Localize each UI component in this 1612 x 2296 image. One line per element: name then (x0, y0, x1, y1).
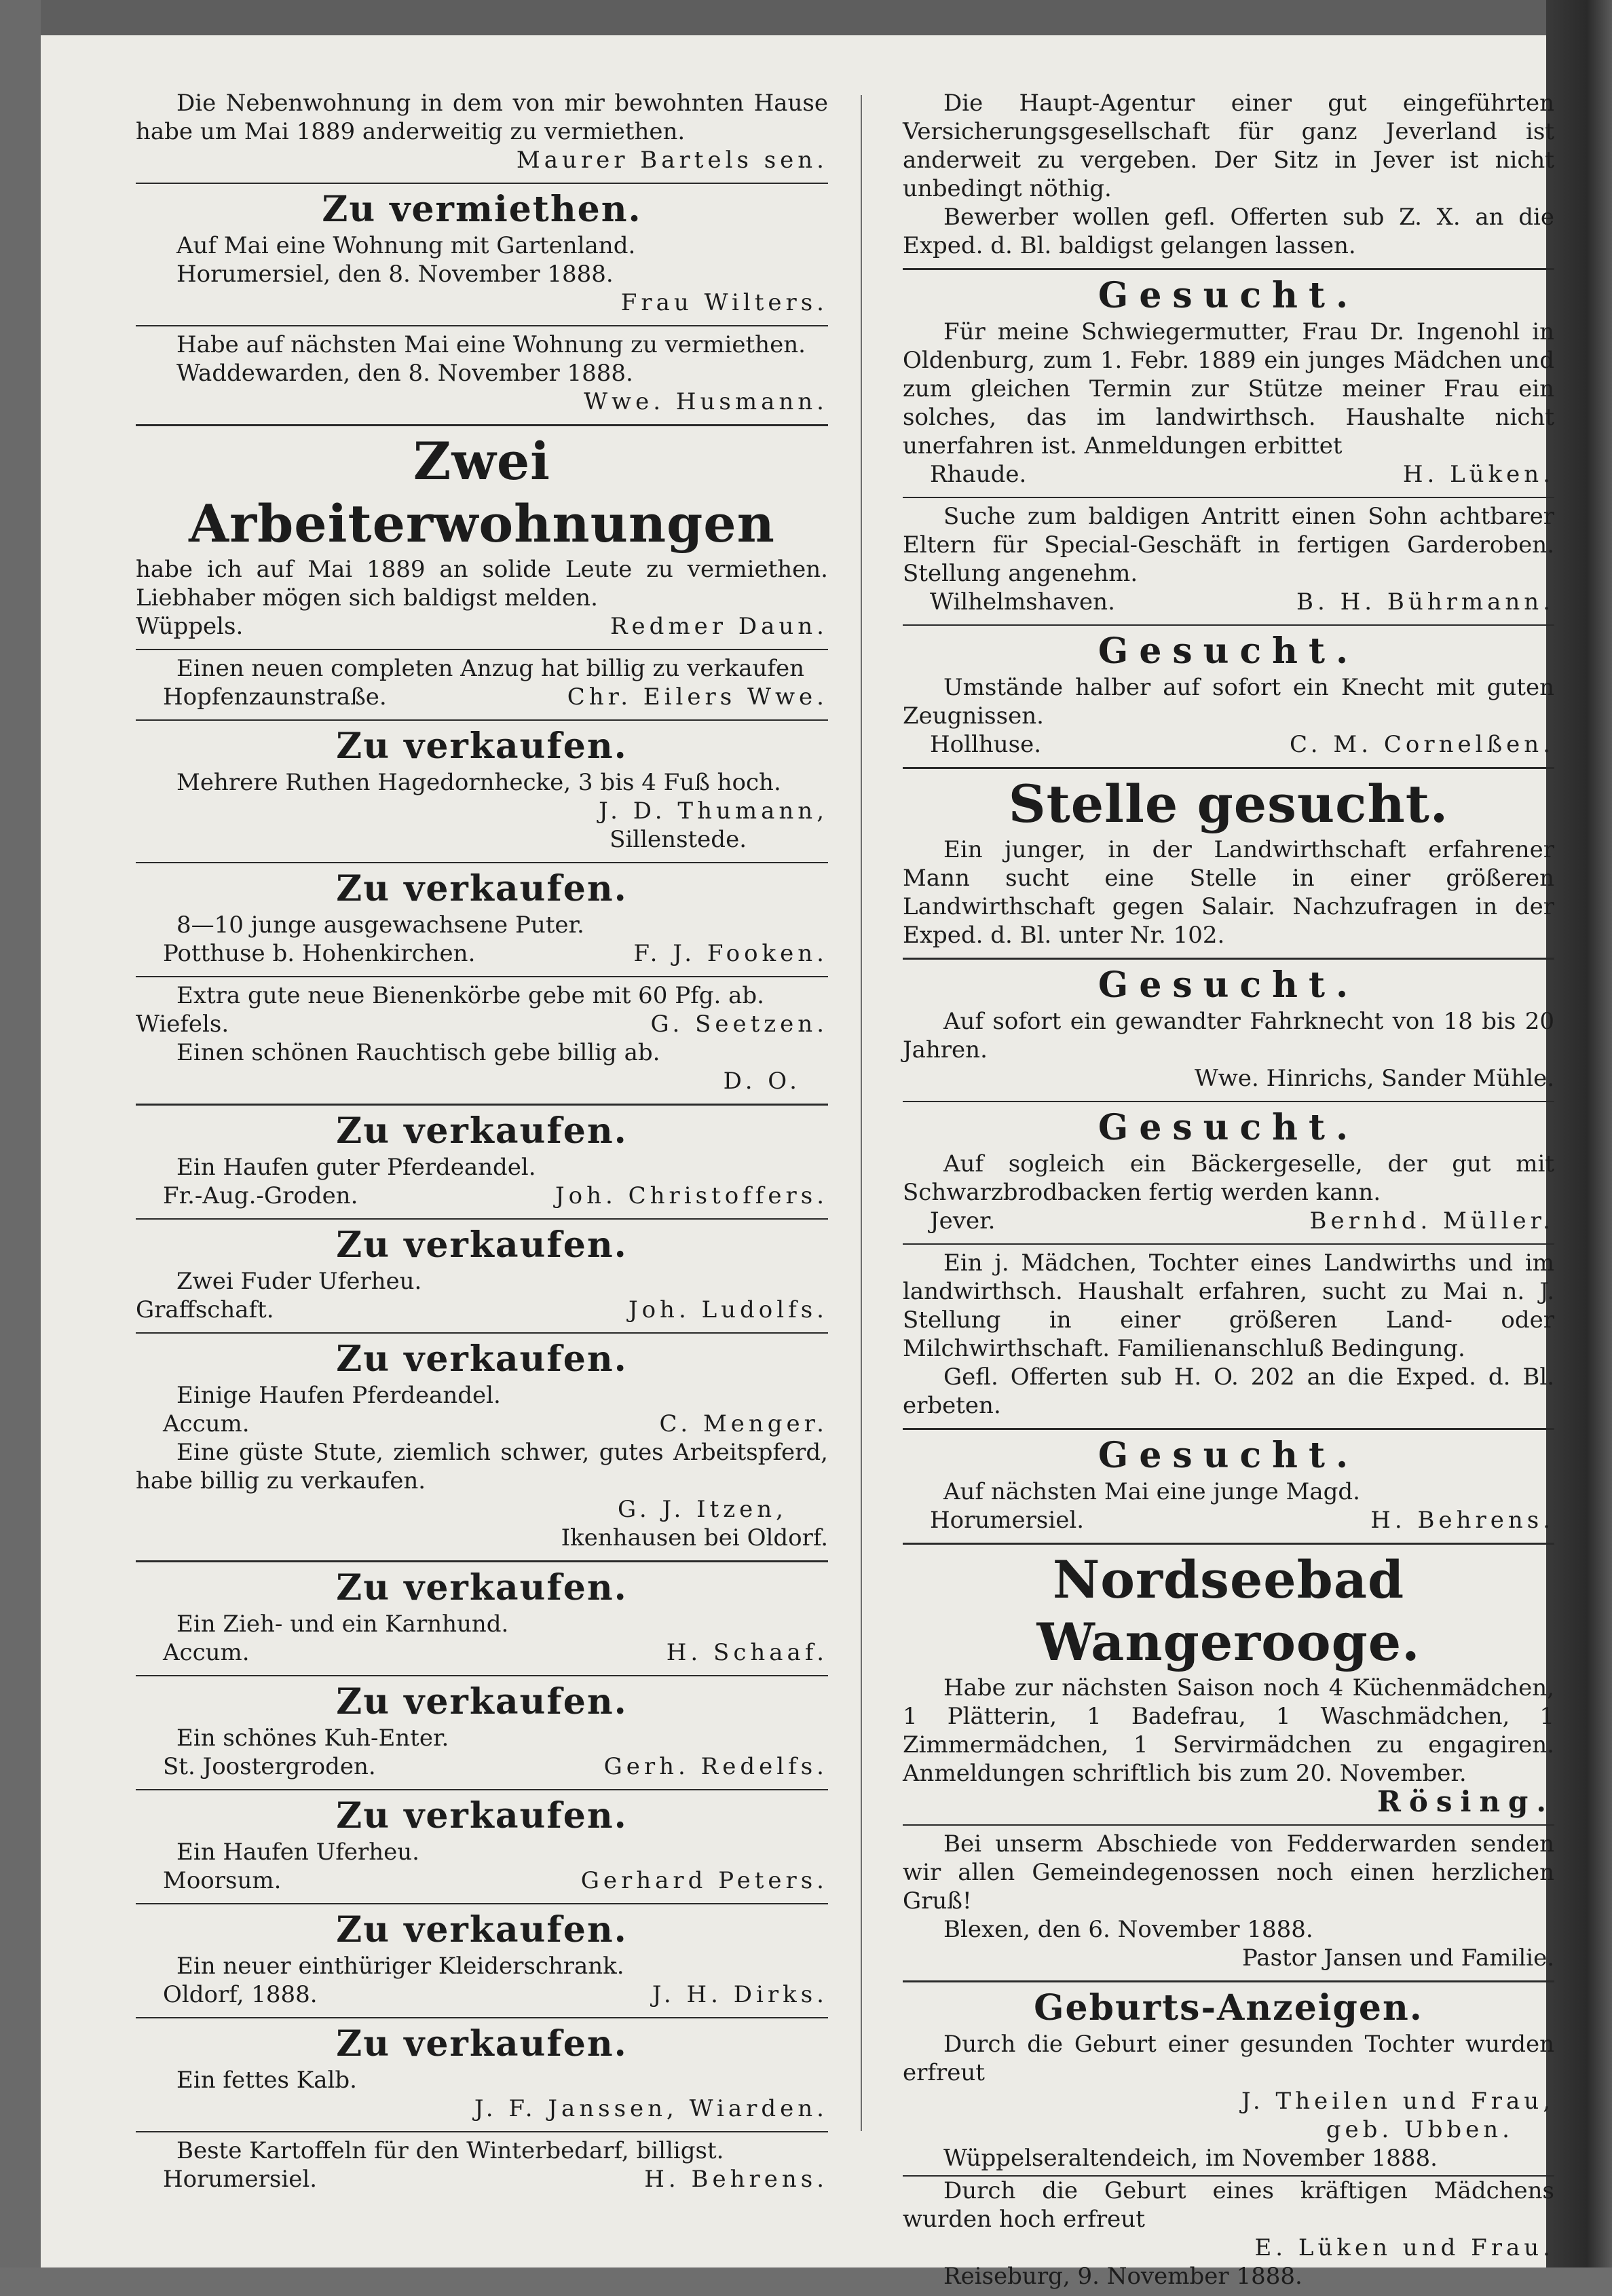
ad-text: Suche zum baldigen Antritt einen Sohn achtbarer Eltern für Special-Geschäft in fertigen Garderoben. Stellung angenehm. (903, 502, 1554, 588)
ad-footer (136, 1182, 828, 1210)
ad-place: Moorsum. (163, 1866, 281, 1895)
ad-signature: Rösing. (903, 1788, 1554, 1816)
ad-signature: H. Lüken. (1403, 460, 1554, 489)
ad-place: Hopfenzaunstraße. (163, 683, 387, 711)
ad-heading: Nordseebad Wangerooge. (903, 1549, 1554, 1674)
ad-heading: Gesucht. (903, 630, 1554, 673)
ad-signature: Joh. Christoffers. (555, 1182, 828, 1210)
ad-text-2: Einen schönen Rauchtisch gebe billig ab. (136, 1038, 828, 1067)
ad-heading: Zu verkaufen. (136, 1794, 828, 1838)
ad-footer (903, 460, 1554, 489)
column-divider (861, 95, 862, 2131)
ad-text-2: Gefl. Offerten sub H. O. 202 an die Exped. d. Bl. erbeten. (903, 1363, 1554, 1420)
ad-text-2: Durch die Geburt eines kräftigen Mädchens wurden hoch erfreut (903, 2177, 1554, 2234)
ad-footer (903, 730, 1554, 759)
ad-text: Ein schönes Kuh-Enter. (136, 1724, 828, 1752)
ad-heading: Zwei Arbeiterwohnungen (136, 430, 828, 555)
ad-signature: J. D. Thumann, (136, 797, 828, 825)
ad-place: Wüppels. (136, 612, 243, 641)
ad-signature: C. Menger. (660, 1410, 828, 1438)
ad-footer (136, 683, 828, 711)
ad-heading: Zu verkaufen. (136, 1224, 828, 1267)
ad-text: Auf sofort ein gewandter Fahrknecht von 18 bis 20 Jahren. (903, 1007, 1554, 1064)
ad-text: Auf nächsten Mai eine junge Magd. (903, 1478, 1554, 1506)
ad-gesucht-baecker (903, 1102, 1554, 1241)
ad-heading: Zu verkaufen. (136, 1110, 828, 1153)
ad-text: Einige Haufen Pferdeandel. (136, 1381, 828, 1410)
ad-signature: Chr. Eilers Wwe. (567, 683, 828, 711)
ad-signature: Redmer Daun. (610, 612, 828, 641)
scan-border-top (0, 0, 1612, 35)
ad-signature: Gerh. Redelfs. (604, 1752, 828, 1781)
ad-footer (136, 1010, 828, 1038)
ad-text: Zwei Fuder Uferheu. (136, 1267, 828, 1296)
ad-place: Accum. (163, 1410, 250, 1438)
ad-arbeiterwohnungen (136, 426, 828, 646)
ad-place: St. Joostergroden. (163, 1752, 376, 1781)
ad-place-date: Blexen, den 6. November 1888. (903, 1915, 1554, 1944)
ad-hagedornhecke (136, 721, 828, 859)
ad-stelle-gesucht (903, 769, 1554, 955)
ad-heading: Zu verkaufen. (136, 2022, 828, 2066)
ad-signature: G. Seetzen. (651, 1010, 829, 1038)
ad-place: Accum. (163, 1638, 250, 1667)
ad-kleiderschrank (136, 1904, 828, 2014)
ad-place-date: Waddewarden, den 8. November 1888. (136, 359, 828, 388)
ad-signature: Gerhard Peters. (581, 1866, 828, 1895)
ad-text: Ein junger, in der Landwirthschaft erfahrener Mann sucht eine Stelle in einer größeren Landwirthschaft gegen Salair. Nachzufragen in der Exped. d. Bl. unter Nr. 102. (903, 835, 1554, 949)
ad-text: Ein j. Mädchen, Tochter eines Landwirths und im landwirthsch. Haushalt erfahren, sucht zu Mai n. J. Stellung in einer größeren Land- oder Milchwirthschaft. Familienanschluß Bedingung. (903, 1249, 1554, 1363)
ad-signature: Pastor Jansen und Familie. (903, 1944, 1554, 1972)
ad-signature: Joh. Ludolfs. (629, 1296, 828, 1324)
ad-anzug (136, 650, 828, 717)
ad-place: Wilhelmshaven. (930, 588, 1115, 616)
ad-heading: Zu vermiethen. (136, 188, 828, 231)
ad-heading: Gesucht. (903, 274, 1554, 318)
ad-heading: Gesucht. (903, 1106, 1554, 1150)
ad-text: Ein Haufen Uferheu. (136, 1838, 828, 1866)
ad-signature: J. Theilen und Frau, (903, 2087, 1554, 2115)
ad-bienenkoerbe (136, 977, 828, 1101)
ad-heading: Gesucht. (903, 964, 1554, 1007)
ad-garderoben (903, 498, 1554, 622)
scan-border-left (0, 0, 41, 2267)
ad-heading: Zu verkaufen. (136, 1566, 828, 1610)
ad-signature: C. M. Cornelßen. (1290, 730, 1554, 759)
ad-signature: J. F. Janssen, Wiarden. (136, 2094, 828, 2123)
ad-footer (136, 939, 828, 968)
ad-place: Potthuse b. Hohenkirchen. (163, 939, 475, 968)
right-column (903, 85, 1554, 2267)
ad-signature: Wwe. Husmann. (136, 388, 828, 416)
ad-signature: Frau Wilters. (136, 288, 828, 317)
ad-footer (136, 1296, 828, 1324)
ad-place: Hollhuse. (930, 730, 1041, 759)
ad-heading: Stelle gesucht. (903, 773, 1554, 835)
ad-text: Auf sogleich ein Bäckergeselle, der gut mit Schwarzbrodbacken fertig werden kann. (903, 1150, 1554, 1207)
ad-signature: Maurer Bartels sen. (136, 146, 828, 174)
ad-geburts-anzeigen (903, 1982, 1554, 2296)
ad-signature: B. H. Bührmann. (1296, 588, 1554, 616)
ad-maedchen-stellung (903, 1245, 1554, 1425)
ad-signature: H. Schaaf. (667, 1638, 828, 1667)
ad-signature-place: Sillenstede. (136, 825, 828, 854)
ad-text: Für meine Schwiegermutter, Frau Dr. Ingenohl in Oldenburg, zum 1. Febr. 1889 ein junges Mädchen und zum gleichen Termin zur Stütze meiner Frau ein solches, das im landwirthsch. Haushalte nicht unerfahren ist. Anmeldungen erbittet (903, 318, 1554, 460)
ad-signature-place: Ikenhausen bei Oldorf. (136, 1524, 828, 1552)
ad-footer (136, 1638, 828, 1667)
ad-text: Habe auf nächsten Mai eine Wohnung zu vermiethen. (136, 331, 828, 359)
ad-text: Ein neuer einthüriger Kleiderschrank. (136, 1952, 828, 1980)
ad-text-2: Eine güste Stute, ziemlich schwer, gutes Arbeitspferd, habe billig zu verkaufen. (136, 1438, 828, 1495)
ad-signature: H. Behrens. (644, 2165, 828, 2194)
ad-stute (136, 1334, 828, 1558)
ad-text: Auf Mai eine Wohnung mit Gartenland. (136, 231, 828, 260)
ad-text: Durch die Geburt einer gesunden Tochter wurden erfreut (903, 2030, 1554, 2087)
ad-text: Beste Kartoffeln für den Winterbedarf, billigst. (136, 2137, 828, 2165)
ad-footer (903, 588, 1554, 616)
ad-signature: F. J. Fooken. (633, 939, 828, 968)
ad-signature: J. H. Dirks. (652, 1980, 828, 2009)
ad-place: Graffschaft. (136, 1296, 274, 1324)
ad-text: Mehrere Ruthen Hagedornhecke, 3 bis 4 Fuß hoch. (136, 768, 828, 797)
ad-signature-2: geb. Ubben. (903, 2115, 1554, 2144)
ad-footer (903, 1207, 1554, 1235)
ad-footer (136, 1980, 828, 2009)
ad-heading: Gesucht. (903, 1434, 1554, 1478)
ad-footer (136, 612, 828, 641)
ad-text: Ein Zieh- und ein Karnhund. (136, 1610, 828, 1638)
ad-signature-2: G. J. Itzen, (136, 1495, 828, 1524)
ad-text: Ein Haufen guter Pferdeandel. (136, 1153, 828, 1182)
scan-border-right (1546, 0, 1612, 2267)
ad-heading: Zu verkaufen. (136, 1908, 828, 1952)
ad-uferheu (136, 1220, 828, 1330)
ad-footer (136, 2165, 828, 2194)
ad-place: Horumersiel. (930, 1506, 1084, 1535)
ad-kalb (136, 2018, 828, 2128)
ad-signature-3: E. Lüken und Frau. (903, 2234, 1554, 2262)
ad-place: Oldorf, 1888. (163, 1980, 318, 2009)
ad-puter (136, 863, 828, 973)
ad-text-2: Bewerber wollen gefl. Offerten sub Z. X. an die Exped. d. Bl. baldigst gelangen lassen. (903, 203, 1554, 260)
ad-place: Jever. (930, 1207, 995, 1235)
ad-place: Fr.-Aug.-Groden. (163, 1182, 358, 1210)
ad-kartoffeln (136, 2132, 828, 2199)
ad-place-date: Wüppelseraltendeich, im November 1888. (903, 2144, 1554, 2172)
ad-heading: Zu verkaufen. (136, 867, 828, 911)
ad-heading: Zu verkaufen. (136, 1338, 828, 1381)
ad-gesucht-fahrknecht (903, 960, 1554, 1098)
ad-zu-vermiethen (136, 184, 828, 322)
ad-kuh-enter (136, 1676, 828, 1786)
left-column (136, 85, 828, 2267)
ad-place-date-2: Reiseburg, 9. November 1888. (903, 2262, 1554, 2291)
ad-text: habe ich auf Mai 1889 an solide Leute zu vermiethen. Liebhaber mögen sich baldigst melden. (136, 555, 828, 612)
ad-footer (903, 1506, 1554, 1535)
ad-place: Wiefels. (136, 1010, 229, 1038)
ad-heading: Geburts-Anzeigen. (903, 1987, 1554, 2030)
ad-uferheu-moorsum (136, 1790, 828, 1900)
ad-text: Bei unserm Abschiede von Fedderwarden senden wir allen Gemeindegenossen noch einen herzlichen Gruß! (903, 1830, 1554, 1915)
ad-pferdeandel (136, 1106, 828, 1216)
ad-footer (136, 1866, 828, 1895)
ad-text: 8—10 junge ausgewachsene Puter. (136, 911, 828, 939)
ad-text: Extra gute neue Bienenkörbe gebe mit 60 Pfg. ab. (136, 981, 828, 1010)
ad-nebenwohnung (136, 85, 828, 180)
ad-nordseebad-wangerooge (903, 1545, 1554, 1822)
ad-text: Die Nebenwohnung in dem von mir bewohnten Hause habe um Mai 1889 anderweitig zu vermiethen. (136, 89, 828, 146)
ad-text: Einen neuen completen Anzug hat billig zu verkaufen (136, 654, 828, 683)
ad-place-date: Horumersiel, den 8. November 1888. (136, 260, 828, 288)
ad-signature-2: D. O. (136, 1067, 828, 1095)
ad-text: Die Haupt-Agentur einer gut eingeführten Versicherungsgesellschaft für ganz Jeverland ist anderweit zu vergeben. Der Sitz in Jever ist nicht unbedingt nöthig. (903, 89, 1554, 203)
ad-place: Horumersiel. (163, 2165, 317, 2194)
ad-abschied (903, 1826, 1554, 1978)
ad-gesucht-knecht (903, 626, 1554, 764)
ad-gesucht-maedchen (903, 270, 1554, 494)
ad-signature: Bernhd. Müller. (1310, 1207, 1554, 1235)
ad-signature: H. Behrens. (1370, 1506, 1554, 1535)
ad-gesucht-magd (903, 1430, 1554, 1540)
ad-footer (136, 1752, 828, 1781)
ad-signature: Wwe. Hinrichs, Sander Mühle. (903, 1064, 1554, 1093)
ad-haupt-agentur (903, 85, 1554, 265)
ad-heading: Zu verkaufen. (136, 725, 828, 768)
ad-text: Ein fettes Kalb. (136, 2066, 828, 2094)
ad-footer (136, 1410, 828, 1438)
ad-karnhund (136, 1562, 828, 1672)
ad-wohnung-waddewarden (136, 326, 828, 421)
ad-place: Rhaude. (930, 460, 1026, 489)
ad-text: Habe zur nächsten Saison noch 4 Küchenmädchen, 1 Plätterin, 1 Badefrau, 1 Waschmädchen, 1 Zimmermädchen, 1 Servirmädchen zu engagiren. Anmeldungen schriftlich bis zum 20. November. (903, 1674, 1554, 1788)
ad-text: Umstände halber auf sofort ein Knecht mit guten Zeugnissen. (903, 673, 1554, 730)
ad-heading: Zu verkaufen. (136, 1680, 828, 1724)
